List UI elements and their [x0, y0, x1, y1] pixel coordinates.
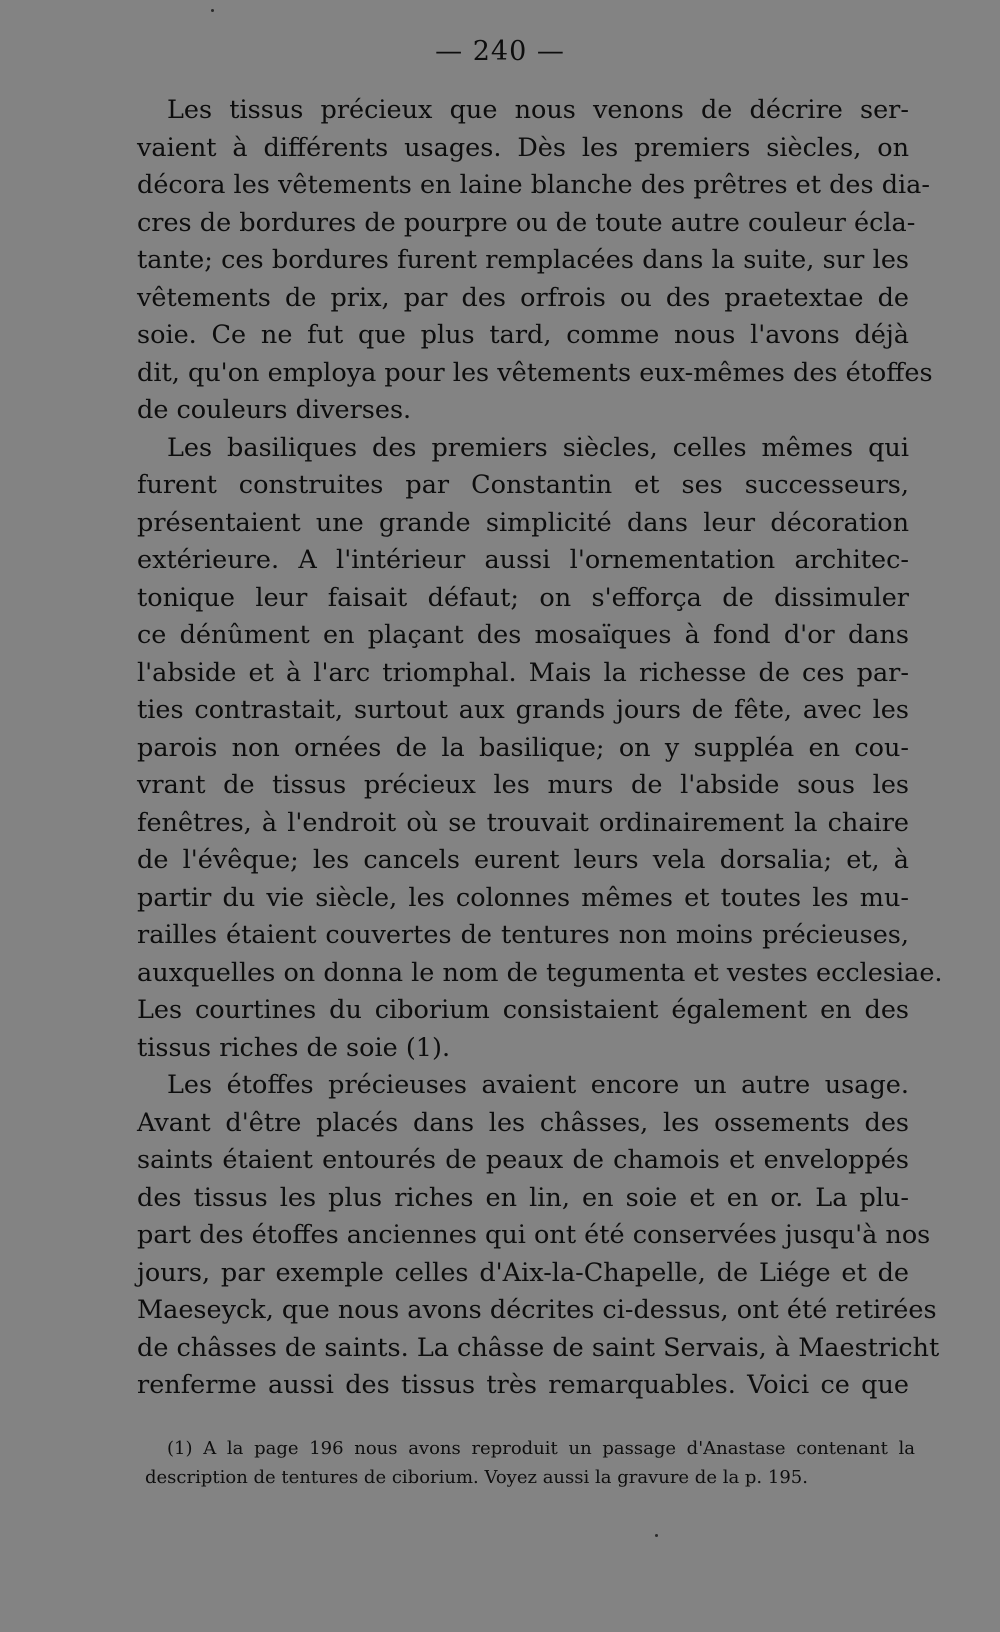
text-line: fenêtres, à l'endroit où se trouvait ordinairement la chaire — [137, 807, 909, 838]
text-line: vêtements de prix, par des orfrois ou des praetextae de — [137, 282, 909, 313]
text-line: présentaient une grande simplicité dans leur décoration — [137, 507, 909, 538]
text-line: de châsses de saints. La châsse de saint Servais, à Maestricht — [137, 1332, 940, 1363]
text-line: l'abside et à l'arc triomphal. Mais la richesse de ces par- — [137, 657, 909, 688]
text-line: renferme aussi des tissus très remarquables. Voici ce que — [137, 1370, 909, 1400]
text-line: dit, qu'on employa pour les vêtements eux-mêmes des étoffes — [137, 357, 933, 388]
text-line: vrant de tissus précieux les murs de l'abside sous les — [137, 770, 909, 800]
text-line: soie. Ce ne fut que plus tard, comme nous l'avons déjà — [137, 320, 909, 350]
text-line: railles étaient couvertes de tentures non moins précieuses, — [137, 920, 909, 950]
text-line: vaient à différents usages. Dès les premiers siècles, on — [137, 132, 909, 163]
text-line: saints étaient entourés de peaux de chamois et enveloppés — [137, 1145, 909, 1175]
text-line: Les basiliques des premiers siècles, celles mêmes qui — [167, 432, 909, 463]
page-number: — 240 — — [435, 36, 565, 67]
text-line: tante; ces bordures furent remplacées dans la suite, sur les — [137, 245, 909, 275]
text-line: de couleurs diverses. — [137, 395, 412, 425]
text-line: Les étoffes précieuses avaient encore un autre usage. — [167, 1070, 909, 1100]
footnote — [145, 1434, 915, 1492]
text-line: décora les vêtements en laine blanche des prêtres et des dia- — [137, 170, 930, 200]
text-line: auxquelles on donna le nom de tegumenta et vestes ecclesiae. — [137, 957, 943, 988]
text-line: Maeseyck, que nous avons décrites ci-dessus, ont été retirées — [137, 1295, 937, 1325]
text-line: tonique leur faisait défaut; on s'efforça de dissimuler — [137, 582, 909, 613]
text-line: tissus riches de soie (1). — [137, 1032, 451, 1063]
text-line: part des étoffes anciennes qui ont été conservées jusqu'à nos — [137, 1220, 931, 1250]
text-line: partir du vie siècle, les colonnes mêmes et toutes les mu- — [137, 882, 909, 913]
text-line: Les tissus précieux que nous venons de décrire ser- — [167, 95, 909, 125]
text-line: cres de bordures de pourpre ou de toute autre couleur écla- — [137, 207, 916, 238]
text-line: des tissus les plus riches en lin, en soie et en or. La plu- — [137, 1182, 909, 1213]
body-text — [137, 92, 943, 1405]
text-line: Avant d'être placés dans les châsses, les ossements des — [137, 1107, 909, 1138]
paper-speck — [211, 9, 214, 12]
text-line: parois non ornées de la basilique; on y suppléa en cou- — [137, 732, 909, 763]
paper-speck — [655, 1534, 658, 1537]
text-line: furent construites par Constantin et ses successeurs, — [137, 470, 909, 500]
text-line: ties contrastait, surtout aux grands jours de fête, avec les — [137, 695, 909, 725]
footnote-line: (1) A la page 196 nous avons reproduit un passage d'Anastase contenant la — [167, 1438, 915, 1459]
text-line: de l'évêque; les cancels eurent leurs vela dorsalia; et, à — [137, 845, 909, 875]
footnote-line: description de tentures de ciborium. Voyez aussi la gravure de la p. 195. — [145, 1467, 808, 1488]
text-line: extérieure. A l'intérieur aussi l'ornementation architec- — [137, 545, 909, 575]
text-line: Les courtines du ciborium consistaient également en des — [137, 995, 909, 1025]
text-line: jours, par exemple celles d'Aix-la-Chapelle, de Liége et de — [137, 1257, 909, 1288]
text-line: ce dénûment en plaçant des mosaïques à fond d'or dans — [137, 620, 909, 650]
